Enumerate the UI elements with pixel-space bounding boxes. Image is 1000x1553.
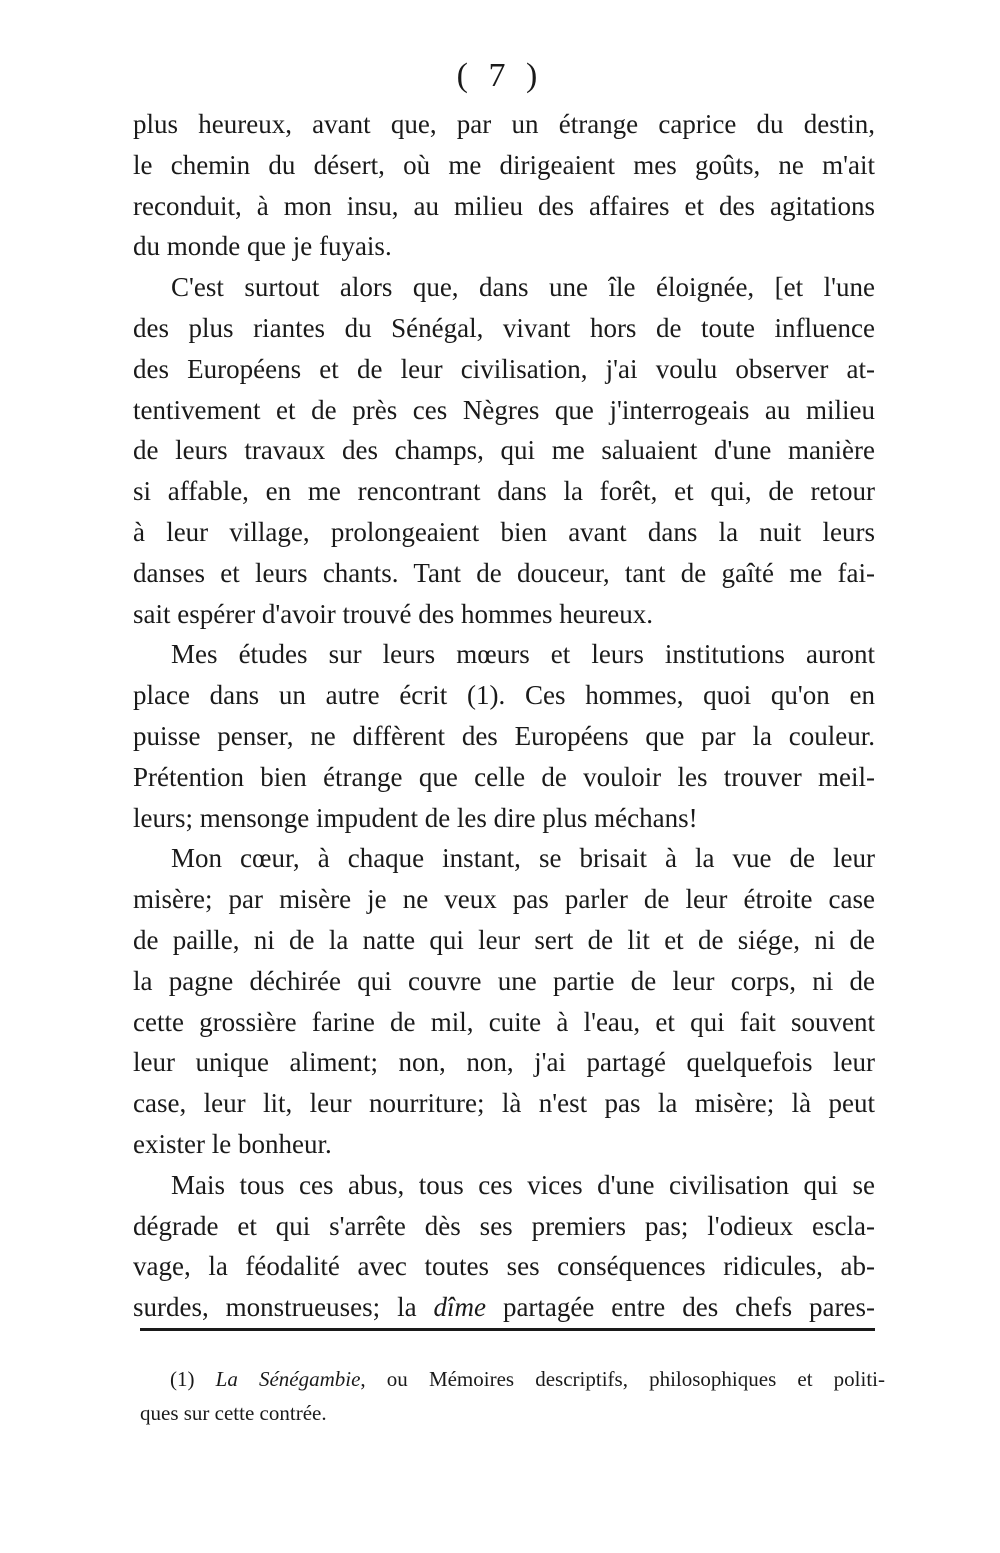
body-text [133,104,875,1328]
page-number: ( 7 ) [456,57,544,94]
footnote-line [140,1362,885,1396]
text-line: du monde que je fuyais. [133,231,392,262]
text-line: cette grossière farine de mil, cuite à l'eau, et qui fait souvent [133,1006,875,1037]
text-segment: partagée entre des chefs pares- [486,1292,875,1323]
text-line: Mes études sur leurs mœurs et leurs institutions auront [171,639,875,670]
text-line: danses et leurs chants. Tant de douceur, tant de gaîté me fai- [133,557,875,588]
text-line: de paille, ni de la natte qui leur sert de lit et de siége, ni de [133,924,875,955]
text-line: de leurs travaux des champs, qui me saluaient d'une manière [133,435,875,466]
text-line-with-italic [133,1287,875,1328]
text-line: reconduit, à mon insu, au milieu des affaires et des agitations [133,190,875,221]
text-line: leurs; mensonge impudent de les dire plus méchans! [133,802,698,833]
footnote-line: ques sur cette contrée. [140,1401,327,1425]
text-line: leur unique aliment; non, non, j'ai partagé quelquefois leur [133,1047,875,1078]
text-line: misère; par misère je ne veux pas parler de leur étroite case [133,884,875,915]
italic-word: dîme [433,1292,487,1323]
text-line: plus heureux, avant que, par un étrange caprice du destin, [133,109,875,139]
footnote-marker: (1) [170,1367,195,1391]
text-line: exister le bonheur. [133,1128,332,1159]
text-line: le chemin du désert, où me dirigeaient mes goûts, ne m'ait [133,149,875,180]
paragraph [133,634,875,838]
footnote [140,1362,885,1430]
paragraph [133,104,875,267]
text-line: puisse penser, ne diffèrent des Européens que par la couleur. [133,720,875,751]
text-segment: surdes, monstrueuses; [133,1292,381,1323]
paragraph [133,1165,875,1328]
text-line: Mais tous ces abus, tous ces vices d'une civilisation qui se [171,1169,875,1200]
text-line: tentivement et de près ces Nègres que j'interrogeais au milieu [133,394,875,425]
text-line: sait espérer d'avoir trouvé des hommes heureux. [133,598,653,629]
text-line: Prétention bien étrange que celle de vouloir les trouver meil- [133,761,875,792]
text-line: des Européens et de leur civilisation, j'ai voulu observer at- [133,353,875,384]
text-line: C'est surtout alors que, dans une île éloignée, [et l'une [171,272,875,303]
text-line: à leur village, prolongeaient bien avant dans la nuit leurs [133,516,875,547]
text-line: case, leur lit, leur nourriture; là n'est pas la misère; là peut [133,1088,875,1119]
paragraph [133,838,875,1164]
footnote-title: La Sénégambie [215,1367,361,1391]
text-line: Mon cœur, à chaque instant, se brisait à la vue de leur [171,843,875,874]
text-line: dégrade et qui s'arrête dès ses premiers pas; l'odieux escla- [133,1210,875,1241]
text-line: si affable, en me rencontrant dans la forêt, et qui, de retour [133,476,875,507]
text-line: des plus riantes du Sénégal, vivant hors de toute influence [133,312,875,343]
footnote-divider [140,1328,875,1331]
text-line: vage, la féodalité avec toutes ses conséquences ridicules, ab- [133,1251,875,1282]
text-line: place dans un autre écrit (1). Ces hommes, quoi qu'on en [133,680,875,711]
paragraph [133,267,875,634]
text-segment: la [380,1292,434,1323]
footnote-text: , ou Mémoires descriptifs, philosophiques et politi- [360,1367,885,1391]
text-line: la pagne déchirée qui couvre une partie de leur corps, ni de [133,965,875,996]
